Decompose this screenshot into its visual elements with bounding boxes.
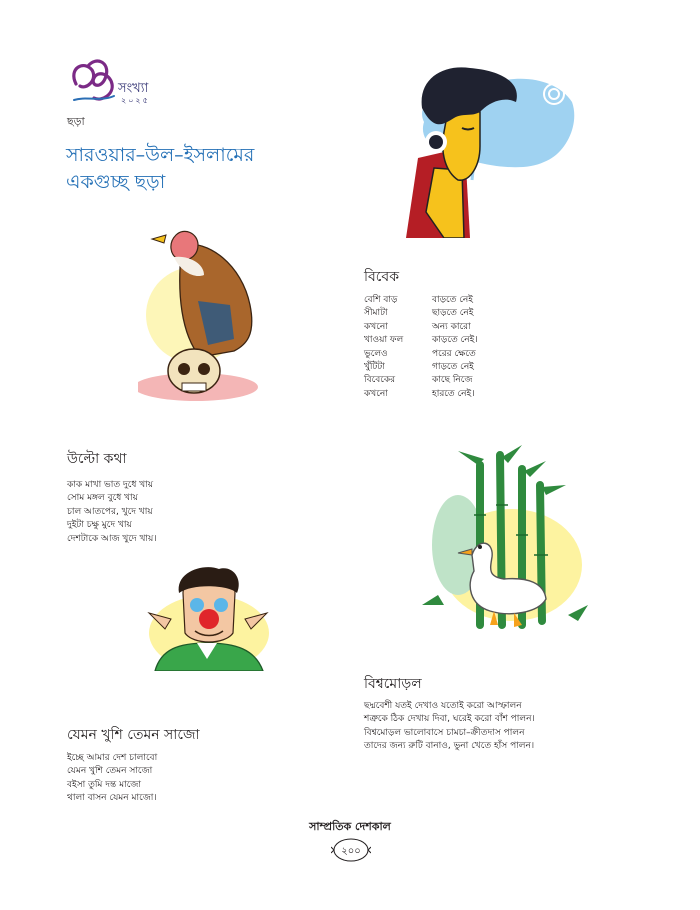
poem-line: বিশ্বমোড়ল ভালোবাসে চামচা–ক্রীতদাস পালন (364, 727, 525, 738)
poem-line: ইচ্ছে আমার দেশ চালাবো (67, 753, 158, 763)
poem-bishwa (364, 700, 535, 754)
poem-line: থালা বাসন যেমন মাজো। (67, 793, 157, 804)
poem-line-right: বাড়তে নেই (432, 295, 473, 305)
poem-title-bibek: বিবেক (364, 269, 400, 285)
page-title (66, 142, 254, 196)
poem-title-bishwa: বিশ্বমোড়ল (364, 676, 422, 692)
poem-line-left: বিবেকের (364, 375, 396, 386)
poem-line: চাল আতপের, খুদে খায় (67, 506, 153, 517)
poem-line-right: হারতে নেই। (432, 388, 475, 399)
poem-line: যেমন খুশি তেমন সাজো (67, 766, 153, 777)
poem-line-right: অন্য কারো (432, 321, 471, 332)
poem-line: সোম মঙ্গল বুধে খায় (67, 493, 138, 504)
poem-line: কাক মাখা ভাত দুধে খায় (67, 480, 154, 490)
clown-man-illustration (145, 563, 271, 671)
poem-line: দেশটাকে আজ খুদে খায়। (67, 533, 157, 544)
poem-line-right: ছাড়তে নেই (432, 308, 474, 319)
poem-title-ulta: উল্টো কথা (67, 451, 127, 467)
poem-line-left: ভুলেও (364, 348, 388, 359)
poem-line-left: কখনো (364, 321, 388, 332)
poem-line-left: সীমাটা (364, 308, 388, 319)
publication-name: সাম্প্রতিক দেশকাল (309, 820, 391, 833)
poem-line: তাদের জন্য রুটি বানাও, ভুনা খেতে হাঁস পালন। (364, 741, 535, 752)
poem-line: ছদ্মবেশী যতই দেখাও যতোই করো আস্ফালন (364, 701, 522, 711)
poem-line-right: কাছে নিজে (432, 375, 473, 386)
poem-line-right: কাড়তে নেই। (432, 335, 478, 346)
poem-line-right: গাড়তে নেই (432, 362, 474, 373)
page-number-text: ২০০ (341, 846, 361, 857)
logo-word: সংখ্যা (118, 81, 149, 96)
poem-line-right: পরের ক্ষেতে (432, 348, 476, 359)
poem-ulta (67, 479, 157, 546)
poem-jemon (67, 752, 157, 806)
title-line-1: সারওয়ার–উল–ইসলামের (66, 144, 255, 166)
section-label: ছড়া (67, 115, 85, 128)
page-number (331, 836, 371, 864)
woman-illustration (404, 62, 580, 238)
bamboo-duck-illustration (418, 445, 598, 635)
poem-line-left: কখনো (364, 388, 388, 399)
poem-line-left: খুঁটিটা (364, 362, 385, 373)
poem-line: দুইটা চক্ষু মুদে খায় (67, 520, 132, 531)
poem-bibek (364, 294, 478, 401)
poem-line-left: বেশি বাড় (364, 295, 398, 305)
poem-line-left: খাওয়া ফল (364, 335, 404, 346)
logo-year: ২০২৫ (121, 96, 150, 105)
title-line-2: একগুচ্ছ ছড়া (66, 171, 166, 193)
poem-line: বইসা তুমি দন্ত মাজো (67, 779, 141, 790)
poem-line: শত্রুকে ঠিক দেখায় দিবা, ঘরেই করো বাঁশ পালন। (364, 714, 535, 725)
vulture-illustration (138, 205, 264, 410)
poem-title-jemon: যেমন খুশি তেমন সাজো (67, 727, 200, 743)
